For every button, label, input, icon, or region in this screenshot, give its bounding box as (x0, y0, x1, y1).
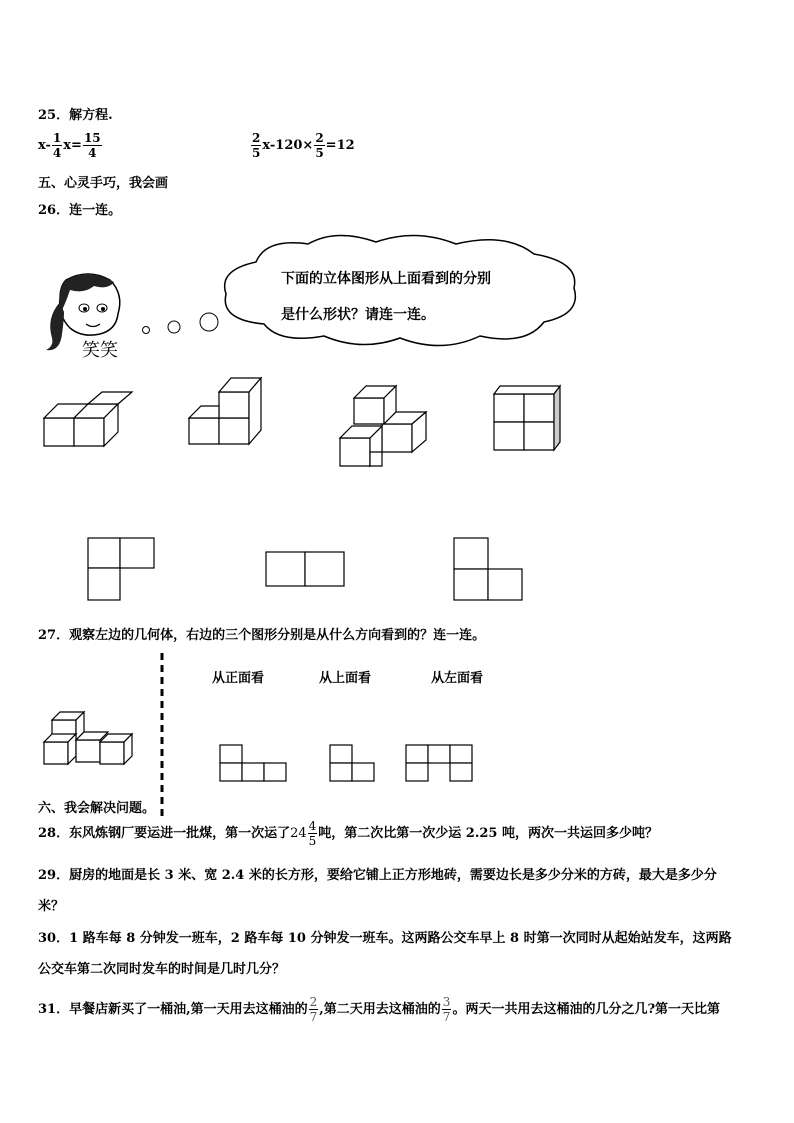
solid-figure-2 (189, 374, 269, 446)
q31-f1-den: 7 (309, 1010, 318, 1024)
top-view-1 (88, 538, 158, 602)
view-label-top: 从上面看 (319, 671, 372, 686)
equation-1 (38, 131, 103, 160)
q28-fraction (308, 819, 318, 848)
q31 (38, 995, 720, 1024)
eq2-f2-den: 5 (315, 146, 324, 160)
eq1-part-a: x- (38, 138, 51, 153)
eq1-f1-num: 1 (52, 131, 62, 145)
q28-post: 吨，第二次比第一次少运 2.25 吨，两次一共运回多少吨？ (318, 826, 658, 841)
q31-fraction-2 (442, 995, 452, 1024)
eq1-f1-den: 4 (52, 146, 62, 160)
eq2-f1-den: 5 (252, 146, 261, 160)
equation-2 (250, 131, 355, 160)
q31-f2-den: 7 (442, 1010, 451, 1024)
q31-post: 。两天一共用去这桶油的几分之几?第一天比第 (452, 1002, 721, 1017)
cloud-text-line-2: 是什么形状？请连一连。 (281, 307, 435, 323)
thought-bubbles (138, 300, 228, 340)
q26-label: 26．连一连。 (38, 203, 122, 218)
dashed-divider (160, 653, 166, 821)
view-shape-3 (406, 745, 476, 783)
eq1-fraction-1 (52, 131, 62, 160)
q27-label: 27．观察左边的几何体，右边的三个图形分别是从什么方向看到的？连一连。 (38, 628, 486, 643)
solid-figure-1 (44, 392, 124, 448)
q25-label: 25．解方程. (38, 108, 113, 123)
q31-pre: 31．早餐店新买了一桶油,第一天用去这桶油的 (38, 1002, 308, 1017)
q28-frac-num: 4 (308, 819, 317, 833)
eq2-fraction-2 (314, 131, 324, 160)
girl-name: 笑笑 (82, 340, 118, 361)
section-6-heading: 六、我会解决问题。 (38, 801, 156, 816)
solid-figure-4 (492, 384, 572, 454)
view-label-left: 从左面看 (431, 671, 484, 686)
q29-line-2: 米？ (38, 899, 65, 914)
cloud-text-line-1: 下面的立体图形从上面看到的分别 (281, 271, 491, 287)
view-shape-1 (220, 745, 290, 783)
eq2-f2-num: 2 (315, 131, 324, 145)
q28 (38, 819, 658, 848)
eq2-f1-num: 2 (252, 131, 261, 145)
solid-figure-3 (340, 384, 430, 470)
top-view-3 (454, 538, 526, 602)
q30-line-2: 公交车第二次同时发车的时间是几时几分？ (38, 962, 286, 977)
view-label-front: 从正面看 (212, 671, 265, 686)
q31-f2-num: 3 (442, 995, 451, 1009)
q28-mixed-whole: 24 (290, 826, 307, 841)
solid-figure-q27 (44, 710, 140, 768)
speech-cloud (216, 232, 582, 352)
eq2-fraction-1 (251, 131, 261, 160)
eq1-part-b: x= (63, 138, 82, 153)
q31-f1-num: 2 (309, 995, 318, 1009)
eq2-part-b: x-120× (262, 138, 314, 153)
q31-mid: ,第二天用去这桶油的 (319, 1002, 441, 1017)
eq1-f2-num: 15 (83, 131, 101, 145)
eq1-fraction-2 (83, 131, 102, 160)
top-view-2 (266, 552, 346, 588)
q31-fraction-1 (309, 995, 319, 1024)
view-shape-2 (330, 745, 378, 783)
q28-pre: 28．东风炼钢厂要运进一批煤，第一次运了 (38, 826, 291, 841)
section-5-heading: 五、心灵手巧，我会画 (38, 176, 169, 191)
q30-line-1: 30．1 路车每 8 分钟发一班车，2 路车每 10 分钟发一班车。这两路公交车早上 8 时第一次同时从起始站发车，这两路 (38, 931, 732, 946)
q28-frac-den: 5 (308, 834, 317, 848)
q29-line-1: 29．厨房的地面是长 3 米、宽 2.4 米的长方形，要给它铺上正方形地砖，需要边长是多少分米的方砖，最大是多少分 (38, 868, 717, 883)
eq2-part-c: =12 (325, 138, 355, 153)
eq1-f2-den: 4 (88, 146, 97, 160)
